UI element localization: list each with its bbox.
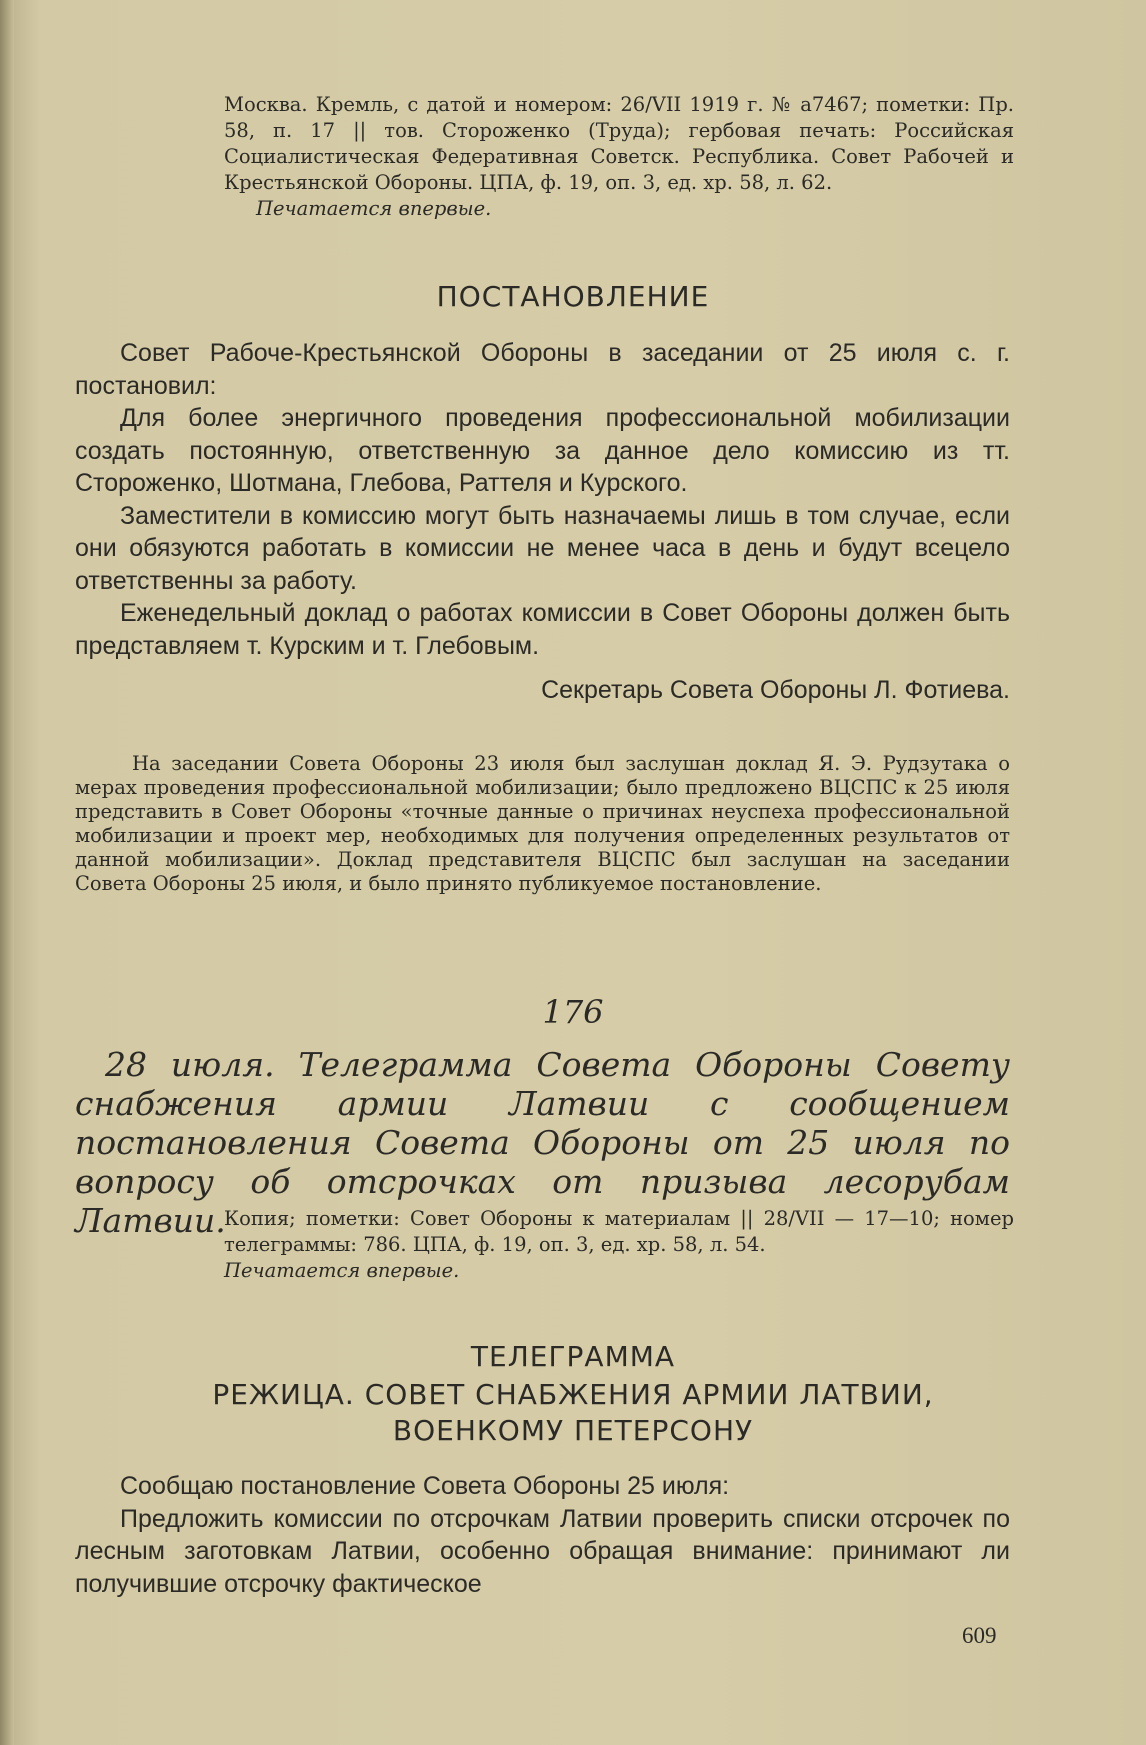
telegram-address: РЕЖИЦА. СОВЕТ СНАБЖЕНИЯ АРМИИ ЛАТВИИ,	[212, 1378, 934, 1411]
resolution-paragraph: Заместители в комиссию могут быть назначаемы лишь в том случае, если они обязуются работать в комиссии не менее часа в день и будут всецело ответственны за работу.	[75, 501, 1010, 595]
resolution-paragraph: Для более энергичного проведения профессиональной мобилизации создать постоянную, ответственную за данное дело комиссию из тт. Стороженко, Шотмана, Глебова, Раттеля и Курского.	[75, 404, 1010, 497]
resolution-signature: Секретарь Совета Обороны Л. Фотиева.	[541, 676, 1010, 704]
resolution-body	[75, 337, 1010, 707]
telegram-paragraph: Предложить комиссии по отсрочкам Латвии проверить списки отсрочек по лесным заготовкам Латвии, особенно обращая внимание: принимают ли получившие отсрочку фактическое	[75, 1504, 1010, 1598]
resolution-paragraph: Еженедельный доклад о работах комиссии в Совет Обороны должен быть представляем т. Курским и т. Глебовым.	[75, 599, 1010, 660]
source-note	[224, 92, 1014, 222]
telegram-paragraph: Сообщаю постановление Совета Обороны 25 июля:	[120, 1472, 730, 1500]
resolution-title: ПОСТАНОВЛЕНИЕ	[436, 280, 710, 313]
document-number: 176	[542, 993, 604, 1031]
telegram-heading: ТЕЛЕГРАММА	[470, 1340, 676, 1373]
document-printed: Печатается впервые.	[224, 1259, 460, 1282]
resolution-paragraph: Совет Рабоче-Крестьянской Обороны в заседании от 25 июля с. г. постановил:	[75, 339, 1010, 400]
page-spine-shadow	[0, 0, 14, 1745]
telegram-body	[75, 1470, 1010, 1600]
document-title-text: 28 июля. Телеграмма Совета Обороны Совету снабжения армии Латвии с сообщением постановления Совета Обороны от 25 июля по вопросу об отсрочках от призыва лесорубам Латвии.	[75, 1045, 1010, 1240]
footnote-text: На заседании Совета Обороны 23 июля был заслушан доклад Я. Э. Рудзутака о мерах проведения профессиональной мобилизации; было предложено ВЦСПС к 25 июля представить в Совет Обороны «точные данные о причинах неуспеха профессиональной мобилизации и проект мер, необходимых для получения определенных результатов от данной мобилизации». Доклад представителя ВЦСПС был заслушан на заседании Совета Обороны 25 июля, и было принято публикуемое постановление.	[75, 752, 1010, 895]
source-note-text: Москва. Кремль, с датой и номером: 26/VII 1919 г. № а7467; пометки: Пр. 58, п. 17 || тов. Стороженко (Труда); гербовая печать: Российская Социалистическая Федеративная Советск. Республика. Совет Рабочей и Крестьянской Обороны. ЦПА, ф. 19, оп. 3, ед. хр. 58, л. 62.	[224, 93, 1014, 194]
footnote	[75, 752, 1010, 896]
source-note-printed: Печатается впервые.	[256, 197, 492, 220]
telegram-recipient: ВОЕНКОМУ ПЕТЕРСОНУ	[392, 1414, 754, 1447]
document-source	[224, 1206, 1014, 1284]
page-number: 609	[962, 1623, 997, 1648]
document-source-text: Копия; пометки: Совет Обороны к материалам || 28/VII — 17—10; номер телеграммы: 786. ЦПА, ф. 19, оп. 3, ед. хр. 58, л. 54.	[224, 1207, 1014, 1256]
